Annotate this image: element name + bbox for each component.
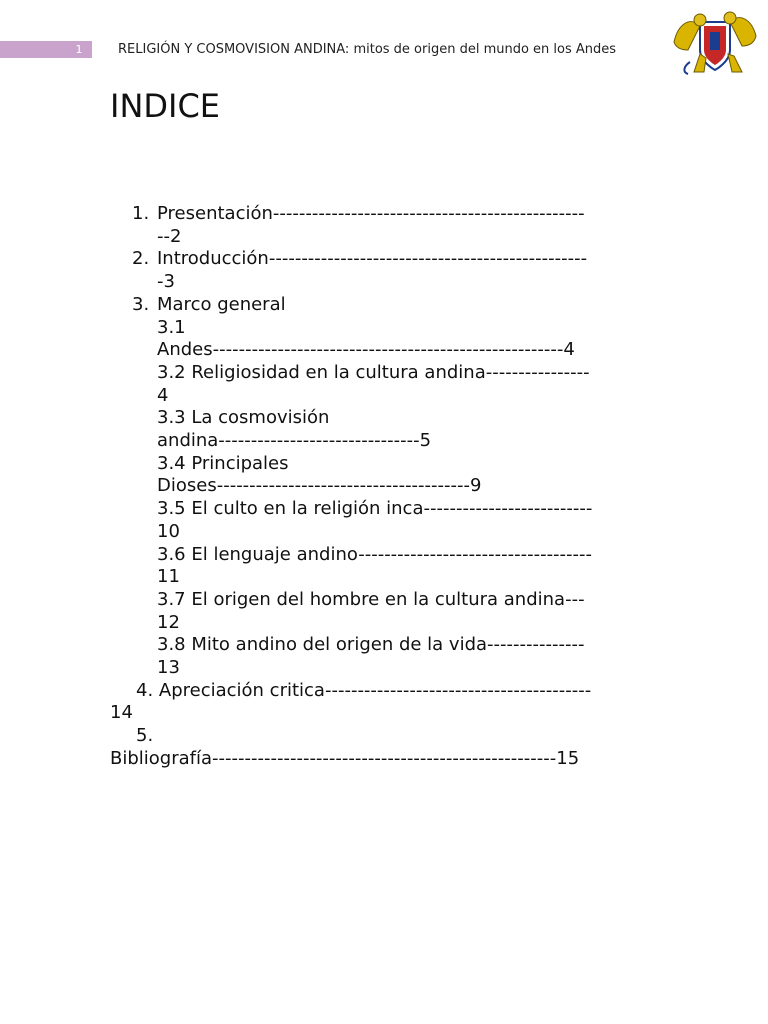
- toc-entry-text: 3.7 El origen del hombre en la cultura andina---: [157, 588, 585, 610]
- toc-entry-marco-general: [110, 294, 660, 317]
- toc-entry-page: 11: [157, 566, 180, 588]
- toc-subentry-3-8: [110, 634, 660, 679]
- document-title: INDICE: [110, 87, 221, 125]
- university-crest-icon: [670, 6, 760, 76]
- toc-entry-page: 4: [157, 384, 169, 406]
- page-number: 1: [75, 43, 83, 56]
- toc-entry-text: 3.1: [157, 316, 186, 338]
- toc-entry-text: 3.6 El lenguaje andino------------------------------------: [157, 543, 593, 565]
- table-of-contents: [110, 203, 660, 771]
- toc-entry-text: Presentación------------------------------------------------: [157, 203, 585, 224]
- toc-entry-page: 10: [157, 520, 180, 542]
- toc-entry-page: -3: [157, 271, 175, 293]
- toc-subentry-3-4: [110, 453, 660, 498]
- toc-entry-introduccion: [110, 248, 660, 293]
- toc-entry-text: Bibliografía-----------------------------------------------------15: [110, 747, 580, 769]
- toc-entry-text: Introducción-------------------------------------------------: [157, 248, 588, 270]
- toc-subentry-3-5: [110, 498, 660, 543]
- toc-entry-page: 13: [157, 657, 180, 679]
- toc-entry-page: Andes------------------------------------------------------4: [157, 339, 575, 361]
- toc-entry-text: 3.5 El culto en la religión inca--------------------------: [157, 498, 593, 520]
- toc-entry-number: 2.: [132, 248, 150, 270]
- toc-subentry-3-7: [110, 589, 660, 634]
- toc-entry-text: 3.2 Religiosidad en la cultura andina----------------: [157, 361, 590, 383]
- toc-entry-presentacion: [110, 203, 660, 248]
- toc-subentry-3-3: [110, 407, 660, 452]
- running-header-title: RELIGIÓN Y COSMOVISION ANDINA: mitos de origen del mundo en los Andes: [118, 42, 617, 57]
- toc-entry-number: 1.: [132, 203, 150, 224]
- toc-entry-apreciacion-critica: [110, 680, 660, 725]
- toc-entry-text: 3.4 Principales: [157, 452, 289, 474]
- toc-entry-text: 3.8 Mito andino del origen de la vida---------------: [157, 634, 585, 656]
- toc-entry-page: Dioses---------------------------------------9: [157, 475, 482, 497]
- toc-entry-page: --2: [157, 225, 182, 247]
- toc-entry-page: 14: [110, 702, 133, 724]
- toc-entry-text: 3.3 La cosmovisión: [157, 407, 330, 429]
- toc-subentry-3-6: [110, 544, 660, 589]
- toc-subentry-3-1: [110, 317, 660, 362]
- toc-entry-number: 3.: [132, 293, 150, 315]
- toc-entry-number: 5.: [136, 725, 154, 747]
- toc-entry-bibliografia: [110, 725, 660, 770]
- toc-entry-text: Marco general: [157, 293, 286, 315]
- toc-entry-text: 4. Apreciación critica-----------------------------------------: [136, 679, 592, 701]
- toc-subentry-3-2: [110, 362, 660, 407]
- toc-entry-page: andina-------------------------------5: [157, 430, 432, 452]
- toc-entry-page: 12: [157, 611, 180, 633]
